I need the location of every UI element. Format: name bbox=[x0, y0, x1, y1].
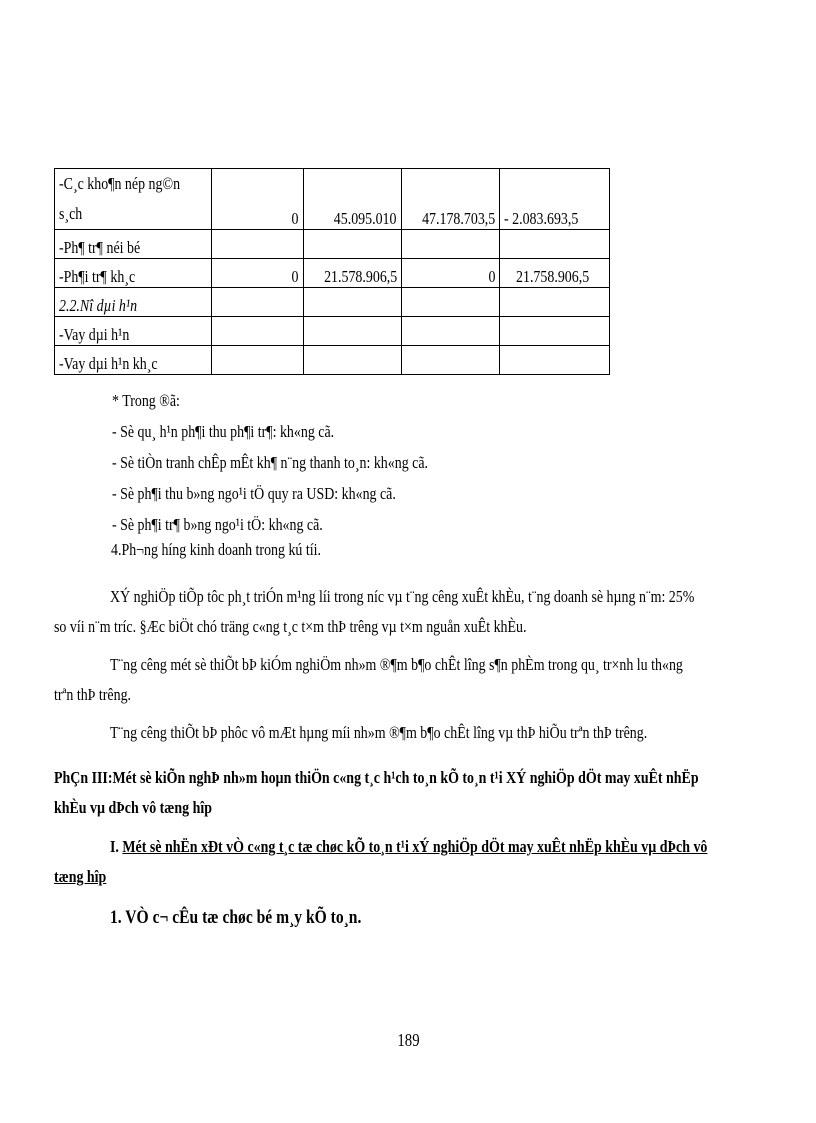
row-label: -Ph¶i tr¶ kh¸c bbox=[55, 259, 212, 288]
subsection-1-heading: 1. VÒ c¬ cÊu tæ chøc bé m¸y kÕ to¸n. bbox=[110, 907, 362, 928]
section-4-title: 4.Ph¬ng híng kinh doanh trong kú tíi. bbox=[111, 540, 321, 559]
row-label: 2.2.Nî dµi h¹n bbox=[55, 288, 212, 317]
note-line: * Trong ®ã: bbox=[112, 391, 180, 410]
cell-value bbox=[401, 317, 499, 346]
note-line: - Sè qu¸ h¹n ph¶i thu ph¶i tr¶: kh«ng cã. bbox=[112, 422, 335, 441]
cell-value bbox=[500, 317, 610, 346]
row-label: -C¸c kho¶n nép ng©n s¸ch bbox=[55, 169, 212, 230]
paragraph-new-equipment: T¨ng cêng thiÕt bÞ phôc vô mÆt hµng míi nh»m ®¶m b¶o chÊt lîng vµ thÞ hiÕu trªn thÞ trêng. bbox=[110, 723, 648, 742]
note-line: - Sè tiÒn tranh chÊp mÊt kh¶ n¨ng thanh to¸n: kh«ng cã. bbox=[112, 453, 429, 472]
cell-value: 0 bbox=[211, 169, 303, 230]
cell-value: - 2.083.693,5 bbox=[500, 169, 610, 230]
table-row bbox=[55, 317, 610, 346]
subsection-i-heading: I. Mét sè nhËn xÐt vÒ c«ng t¸c tæ chøc kÕ to¸n t¹i xÝ nghiÖp dÖt may xuÊt nhËp khÈu vµ dÞch vô tæng hîp bbox=[54, 837, 708, 886]
cell-value: 21.758.906,5 bbox=[500, 259, 610, 288]
cell-value: 0 bbox=[211, 259, 303, 288]
cell-value bbox=[211, 317, 303, 346]
cell-value bbox=[303, 230, 401, 259]
balance-table bbox=[54, 168, 610, 375]
cell-value bbox=[500, 346, 610, 375]
row-label: -Vay dµi h¹n bbox=[55, 317, 212, 346]
cell-value: 47.178.703,5 bbox=[401, 169, 499, 230]
part-3-heading: PhÇn III:Mét sè kiÕn nghÞ nh»m hoµn thiÖn c«ng t¸c h¹ch to¸n kÕ to¸n t¹i XÝ nghiÖp dÖt may xuÊt nhËp khÈu vµ dÞch vô tæng hîp bbox=[54, 768, 699, 817]
cell-value: 0 bbox=[401, 259, 499, 288]
cell-value bbox=[401, 230, 499, 259]
note-line: - Sè ph¶i thu b»ng ngo¹i tÖ quy ra USD: kh«ng cã. bbox=[112, 484, 396, 503]
notes-list bbox=[112, 385, 497, 540]
table-row bbox=[55, 288, 610, 317]
cell-value bbox=[303, 346, 401, 375]
row-label: -Ph¶ tr¶ néi bé bbox=[55, 230, 212, 259]
cell-value bbox=[500, 230, 610, 259]
table-row bbox=[55, 169, 610, 230]
cell-value bbox=[303, 288, 401, 317]
cell-value bbox=[211, 288, 303, 317]
cell-value: 45.095.010 bbox=[303, 169, 401, 230]
table-row bbox=[55, 259, 610, 288]
table-row bbox=[55, 230, 610, 259]
paragraph-testing-equipment: T¨ng cêng mét sè thiÕt bÞ kiÓm nghiÖm nh»m ®¶m b¶o chÊt lîng s¶n phÈm trong qu¸ tr×nh lu th«ng trªn thÞ trêng. bbox=[54, 655, 683, 704]
table-row bbox=[55, 346, 610, 375]
cell-value bbox=[211, 230, 303, 259]
cell-value bbox=[211, 346, 303, 375]
page-number: 189 bbox=[396, 1030, 420, 1050]
row-label: -Vay dµi h¹n kh¸c bbox=[55, 346, 212, 375]
cell-value bbox=[500, 288, 610, 317]
cell-value bbox=[401, 346, 499, 375]
paragraph-business-plan: XÝ nghiÖp tiÕp tôc ph¸t triÓn m¹ng líi trong níc vµ t¨ng cêng xuÊt khÈu, t¨ng doanh sè hµng n¨m: 25% so víi n¨m tríc. §Æc biÖt chó träng c«ng t¸c t×m thÞ trêng vµ t×m nguån xuÊt khÈu. bbox=[54, 587, 695, 636]
cell-value bbox=[303, 317, 401, 346]
note-line: - Sè ph¶i tr¶ b»ng ngo¹i tÖ: kh«ng cã. bbox=[112, 515, 323, 534]
cell-value bbox=[401, 288, 499, 317]
cell-value: 21.578.906,5 bbox=[303, 259, 401, 288]
